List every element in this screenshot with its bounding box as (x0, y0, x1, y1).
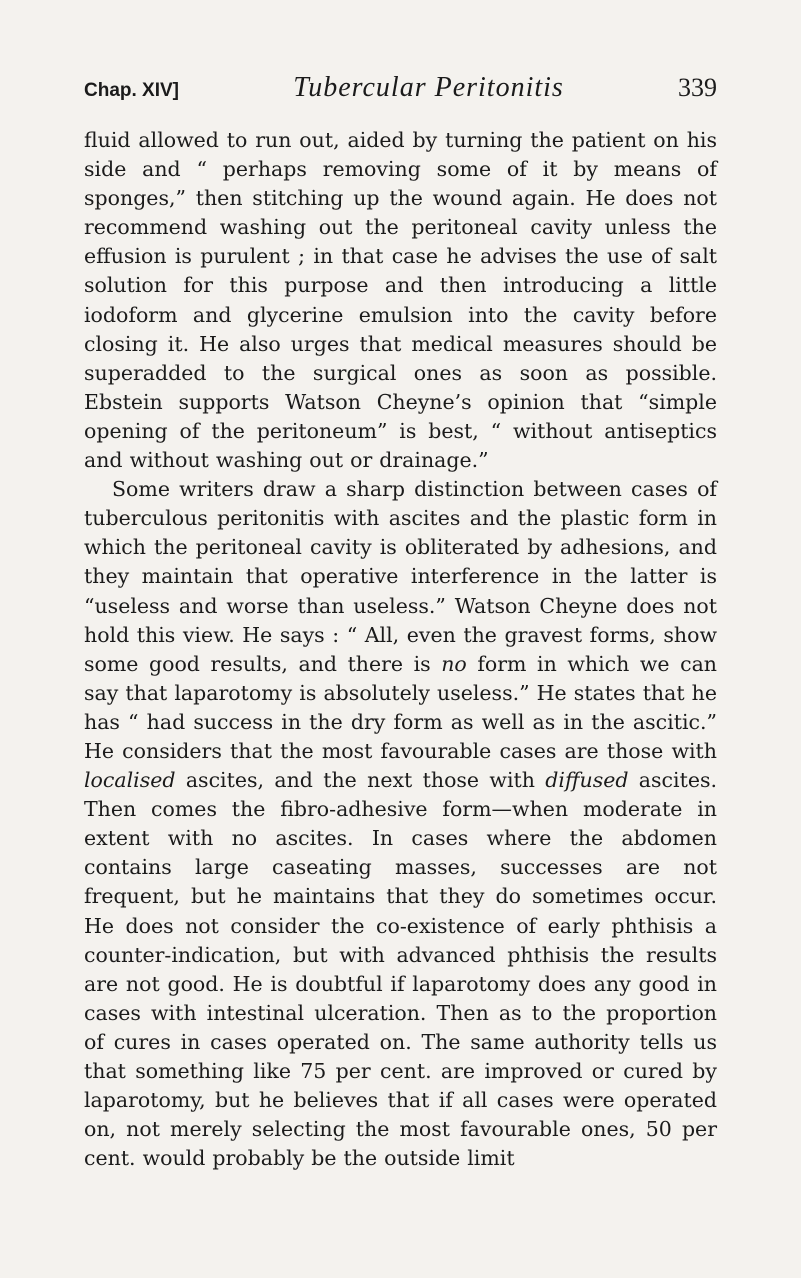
body-text (84, 126, 717, 1173)
emphasis-localised: localised (84, 768, 176, 793)
running-header (84, 72, 717, 112)
running-title: Tubercular Peritonitis (293, 72, 564, 103)
paragraph-2-text-3: ascites, and the next those with (175, 768, 546, 793)
paragraph-2 (84, 475, 717, 1173)
paragraph-2-text-4: ascites. Then comes the fibro-adhesive form—when moderate in extent with no ascites. In cases where the abdomen contains large caseating masses, successes are not frequent, but he maintains that they do sometimes occur. He does not consider the co-existence of early phthisis a counter-indication, but with advanced phthisis the results are not good. He is doubtful if laparotomy does any good in cases with intestinal ulceration. Then as to the proportion of cures in cases operated on. The same authority tells us that something like 75 per cent. are improved or cured by laparotomy, but he believes that if all cases were operated on, not merely selecting the most favourable ones, 50 per cent. would probably be the outside limit (84, 768, 717, 1171)
paragraph-2-text-2: form in which we can say that laparotomy is absolutely useless.” He states that he has “ had success in the dry form as well as in the ascitic.” He considers that the most favourable cases are those with (84, 651, 717, 763)
page-number: 339 (678, 73, 717, 102)
paragraph-2-text-1: Some writers draw a sharp distinction between cases of tuberculous peritonitis with ascites and the plastic form in which the peritoneal cavity is obliterated by adhesions, and they maintain that operative interference in the latter is “useless and worse than useless.” Watson Cheyne does not hold this view. He says : “ All, even the gravest forms, show some good results, and there is (84, 477, 717, 676)
paragraph-1: fluid allowed to run out, aided by turning the patient on his side and “ perhaps removing some of it by means of sponges,” then stitching up the wound again. He does not recommend washing out the peritoneal cavity unless the effusion is purulent ; in that case he advises the use of salt solution for this purpose and then introducing a little iodoform and glycerine emulsion into the cavity before closing it. He also urges that medical measures should be superadded to the surgical ones as soon as possible. Ebstein supports Watson Cheyne’s opinion that “simple opening of the peritoneum” is best, “ without antiseptics and without washing out or drainage.” (84, 128, 717, 473)
chapter-label: Chap. XIV] (84, 80, 180, 101)
emphasis-no: no (441, 651, 467, 676)
emphasis-diffused: diffused (545, 768, 629, 793)
